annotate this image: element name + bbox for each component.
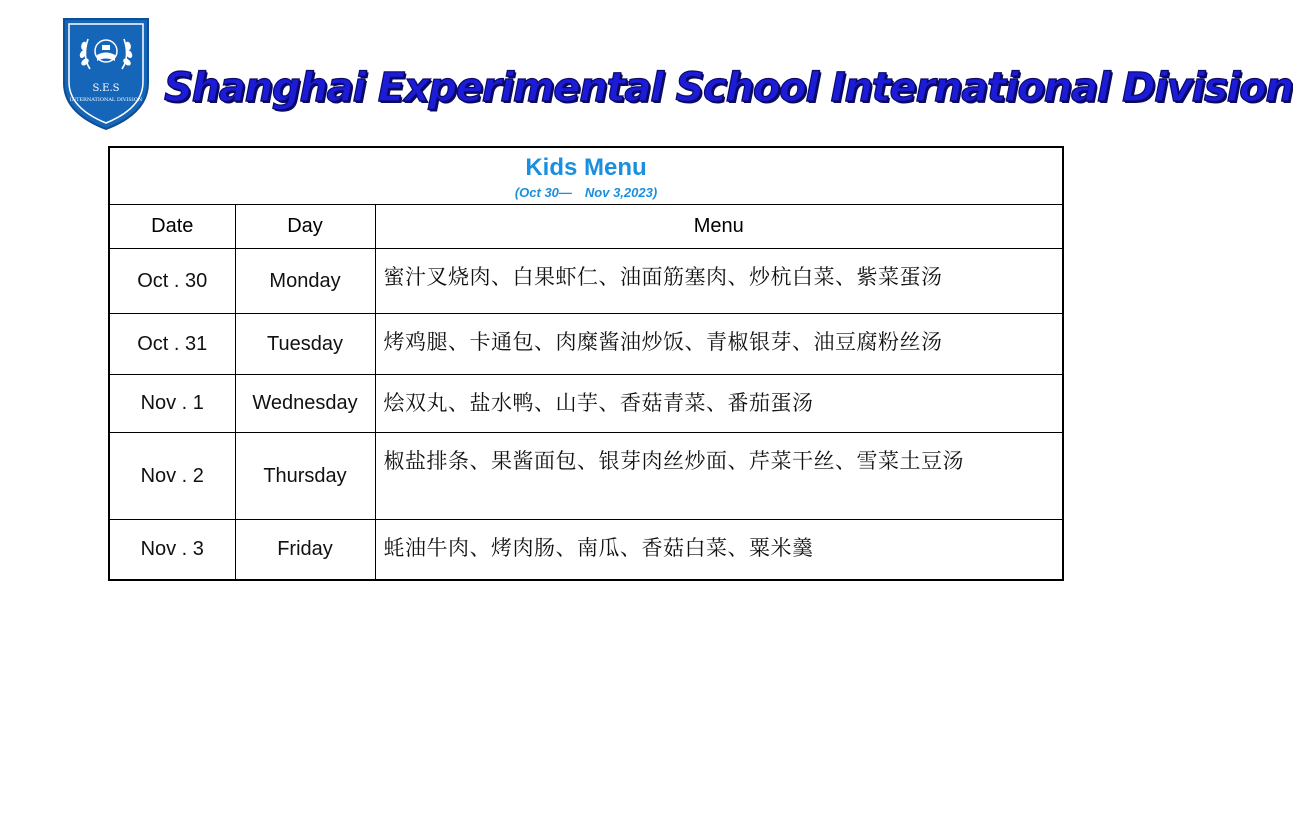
day-cell: Wednesday (235, 375, 375, 433)
date-cell: Nov . 2 (109, 433, 235, 520)
table-row (109, 520, 1063, 580)
menu-title: Kids Menu (525, 154, 647, 181)
logo-subtext: INTERNATIONAL DIVISION (69, 97, 143, 103)
school-name: Shanghai Experimental School International Division (164, 65, 1293, 111)
menu-cell: 椒盐排条、果酱面包、银芽肉丝炒面、芹菜干丝、雪菜土豆汤 (375, 433, 1063, 520)
day-cell: Tuesday (235, 314, 375, 375)
table-row (109, 375, 1063, 433)
menu-title-row (109, 147, 1063, 205)
school-logo (62, 17, 150, 131)
day-cell: Thursday (235, 433, 375, 520)
menu-cell: 蚝油牛肉、烤肉肠、南瓜、香菇白菜、粟米羹 (375, 520, 1063, 580)
date-cell: Oct . 31 (109, 314, 235, 375)
logo-text: S.E.S (92, 83, 120, 94)
column-header-date: Date (109, 205, 235, 249)
column-header-menu: Menu (375, 205, 1063, 249)
date-cell: Oct . 30 (109, 249, 235, 314)
column-header-row (109, 205, 1063, 249)
date-cell: Nov . 3 (109, 520, 235, 580)
column-header-day: Day (235, 205, 375, 249)
menu-title-cell (109, 147, 1063, 205)
menu-cell: 烤鸡腿、卡通包、肉糜酱油炒饭、青椒银芽、油豆腐粉丝汤 (375, 314, 1063, 375)
date-cell: Nov . 1 (109, 375, 235, 433)
table-row (109, 249, 1063, 314)
kids-menu-table (108, 146, 1064, 581)
menu-cell: 蜜汁叉烧肉、白果虾仁、油面筋塞肉、炒杭白菜、紫菜蛋汤 (375, 249, 1063, 314)
day-cell: Monday (235, 249, 375, 314)
table-row (109, 433, 1063, 520)
menu-date-range: (Oct 30— Nov 3,2023) (514, 185, 658, 200)
menu-cell: 烩双丸、盐水鸭、山芋、香菇青菜、番茄蛋汤 (375, 375, 1063, 433)
day-cell: Friday (235, 520, 375, 580)
table-row (109, 314, 1063, 375)
